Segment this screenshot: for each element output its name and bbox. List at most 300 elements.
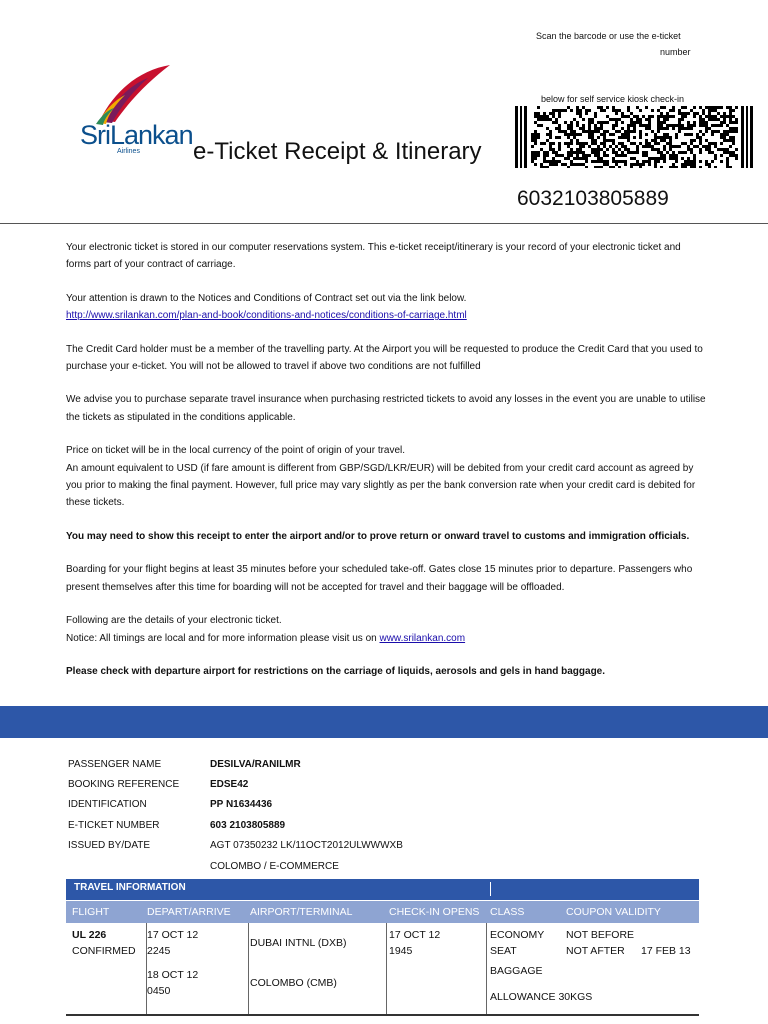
- barcode-module: [645, 127, 648, 130]
- barcode-module: [708, 127, 711, 130]
- barcode-module: [585, 157, 588, 160]
- barcode-module: [552, 160, 555, 163]
- barcode-module: [585, 154, 588, 157]
- barcode-module: [687, 121, 690, 124]
- barcode-module: [687, 112, 690, 115]
- barcode-module: [663, 148, 666, 151]
- barcode-module: [534, 133, 537, 136]
- barcode-module: [672, 151, 675, 154]
- barcode-module: [660, 121, 663, 124]
- barcode-module: [564, 109, 567, 112]
- barcode-module: [639, 118, 642, 121]
- barcode-module: [660, 124, 663, 127]
- conditions-link[interactable]: http://www.srilankan.com/plan-and-book/conditions-and-notices/conditions-of-carriage.html: [66, 310, 467, 322]
- barcode-module: [630, 112, 633, 115]
- barcode-module: [648, 124, 651, 127]
- barcode-module: [621, 154, 624, 157]
- barcode-module: [537, 154, 540, 157]
- barcode-module: [621, 151, 624, 154]
- barcode-module: [561, 154, 564, 157]
- barcode-module: [636, 121, 639, 124]
- barcode-module: [657, 160, 660, 163]
- notice-conditions: [66, 290, 706, 325]
- kiosk-instruction: below for self service kiosk check-in: [541, 94, 685, 104]
- barcode-module: [555, 136, 558, 139]
- barcode-module: [630, 157, 633, 160]
- barcode-module: [699, 130, 702, 133]
- flight-number: UL 226: [72, 929, 107, 941]
- barcode-module: [705, 121, 708, 124]
- barcode-module: [678, 145, 681, 148]
- ticket-number: 6032103805889: [517, 187, 669, 210]
- barcode-module: [615, 160, 618, 163]
- barcode-module: [567, 127, 570, 130]
- barcode-module: [630, 166, 633, 168]
- barcode-module: [597, 145, 600, 148]
- barcode-module: [534, 130, 537, 133]
- barcode-module: [588, 127, 591, 130]
- barcode-module: [675, 154, 678, 157]
- barcode-module: [579, 151, 582, 154]
- checkin-time: 1945: [389, 944, 413, 957]
- barcode-module: [633, 124, 636, 127]
- barcode-module: [576, 163, 579, 166]
- arrive-cell: [147, 968, 198, 999]
- barcode-module: [615, 121, 618, 124]
- barcode-module: [585, 130, 588, 133]
- barcode-module: [732, 130, 735, 133]
- barcode-module: [576, 157, 579, 160]
- barcode-module: [660, 127, 663, 130]
- barcode-module: [588, 130, 591, 133]
- website-link[interactable]: www.srilankan.com: [379, 632, 466, 644]
- barcode-module: [537, 118, 540, 121]
- barcode-module: [627, 133, 630, 136]
- barcode-module: [576, 112, 579, 115]
- barcode-module: [654, 166, 657, 168]
- barcode-module: [708, 142, 711, 145]
- barcode-module: [627, 136, 630, 139]
- barcode-module: [690, 142, 693, 145]
- barcode-module: [675, 133, 678, 136]
- barcode-module: [603, 142, 606, 145]
- barcode-module: [558, 124, 561, 127]
- barcode-module: [615, 109, 618, 112]
- barcode-module: [570, 160, 573, 163]
- barcode-module: [675, 136, 678, 139]
- barcode-module: [663, 115, 666, 118]
- barcode-module: [657, 118, 660, 121]
- barcode-module: [654, 148, 657, 151]
- barcode-module: [723, 121, 726, 124]
- barcode-module: [660, 166, 663, 168]
- barcode-module: [654, 163, 657, 166]
- barcode-module: [684, 163, 687, 166]
- barcode-module: [618, 109, 621, 112]
- barcode-module: [561, 163, 564, 166]
- barcode-module: [714, 115, 717, 118]
- barcode-module: [717, 124, 720, 127]
- barcode-module: [714, 106, 717, 109]
- barcode-module: [597, 106, 600, 109]
- barcode-module: [669, 157, 672, 160]
- barcode-module: [600, 133, 603, 136]
- barcode-module: [678, 124, 681, 127]
- barcode-module: [606, 121, 609, 124]
- barcode-module: [615, 112, 618, 115]
- barcode-module: [729, 154, 732, 157]
- barcode-module: [669, 124, 672, 127]
- barcode-module: [678, 151, 681, 154]
- barcode-module: [540, 166, 543, 168]
- barcode-module: [669, 166, 672, 168]
- barcode-module: [624, 145, 627, 148]
- barcode-module: [558, 130, 561, 133]
- barcode-module: [570, 109, 573, 112]
- barcode-module: [660, 139, 663, 142]
- barcode-module: [639, 163, 642, 166]
- barcode-module: [648, 127, 651, 130]
- barcode-module: [627, 124, 630, 127]
- barcode-module: [666, 115, 669, 118]
- barcode-module: [639, 166, 642, 168]
- barcode-module: [582, 151, 585, 154]
- barcode-module: [642, 163, 645, 166]
- barcode-module: [612, 142, 615, 145]
- header-divider: [0, 223, 768, 224]
- barcode-module: [663, 160, 666, 163]
- barcode-module: [726, 139, 729, 142]
- barcode-module: [720, 160, 723, 163]
- barcode-module: [576, 133, 579, 136]
- barcode-module: [573, 136, 576, 139]
- barcode-module: [561, 130, 564, 133]
- barcode-module: [705, 160, 708, 163]
- barcode-module: [687, 145, 690, 148]
- barcode-module: [603, 130, 606, 133]
- barcode-module: [576, 148, 579, 151]
- barcode-module: [585, 166, 588, 168]
- barcode-module: [684, 160, 687, 163]
- barcode-module: [732, 154, 735, 157]
- barcode-module: [657, 151, 660, 154]
- barcode-module: [732, 109, 735, 112]
- barcode-module: [570, 139, 573, 142]
- barcode-module: [657, 115, 660, 118]
- barcode-module: [663, 136, 666, 139]
- barcode-module: [702, 133, 705, 136]
- barcode-module: [660, 106, 663, 109]
- barcode-module: [690, 148, 693, 151]
- barcode-graphic: [515, 106, 753, 168]
- passenger-row: [68, 836, 403, 856]
- barcode-module: [594, 154, 597, 157]
- barcode-module: [546, 166, 549, 168]
- passenger-info: [68, 754, 403, 876]
- barcode-module: [669, 136, 672, 139]
- barcode-module: [555, 109, 558, 112]
- barcode-module: [582, 124, 585, 127]
- barcode-module: [705, 124, 708, 127]
- barcode-module: [708, 151, 711, 154]
- barcode-module: [636, 148, 639, 151]
- barcode-module: [591, 142, 594, 145]
- barcode-module: [681, 115, 684, 118]
- barcode-module: [699, 142, 702, 145]
- barcode-module: [645, 145, 648, 148]
- barcode-module: [690, 127, 693, 130]
- barcode-module: [726, 151, 729, 154]
- table-bottom-border: [66, 1014, 699, 1016]
- barcode-module: [624, 160, 627, 163]
- barcode-module: [612, 133, 615, 136]
- barcode-module: [633, 127, 636, 130]
- barcode-module: [576, 124, 579, 127]
- barcode-module: [690, 163, 693, 166]
- barcode-module: [657, 127, 660, 130]
- barcode-module: [564, 130, 567, 133]
- passenger-row: [68, 856, 403, 876]
- page-title: e-Ticket Receipt & Itinerary: [193, 138, 482, 165]
- barcode-module: [672, 154, 675, 157]
- barcode-module: [678, 130, 681, 133]
- barcode-module: [549, 142, 552, 145]
- barcode-module: [531, 145, 534, 148]
- barcode-module: [549, 160, 552, 163]
- barcode-module: [690, 109, 693, 112]
- barcode-module: [534, 163, 537, 166]
- barcode-module: [588, 109, 591, 112]
- barcode-module: [675, 124, 678, 127]
- barcode-module: [675, 145, 678, 148]
- barcode-module: [648, 115, 651, 118]
- barcode-module: [597, 157, 600, 160]
- barcode-module: [684, 112, 687, 115]
- barcode-module: [615, 124, 618, 127]
- col-checkin: CHECK-IN OPENS: [389, 906, 480, 918]
- barcode-module: [657, 121, 660, 124]
- barcode-module: [681, 127, 684, 130]
- barcode-module: [669, 148, 672, 151]
- barcode-module: [543, 160, 546, 163]
- barcode-module: [702, 118, 705, 121]
- barcode-module: [540, 115, 543, 118]
- barcode-module: [681, 142, 684, 145]
- barcode-module: [570, 151, 573, 154]
- barcode-module: [648, 157, 651, 160]
- barcode-module: [636, 145, 639, 148]
- barcode-module: [549, 130, 552, 133]
- barcode-module: [693, 115, 696, 118]
- passenger-value: 603 2103805889: [210, 819, 286, 831]
- header-separator: [490, 882, 491, 896]
- barcode-module: [591, 136, 594, 139]
- barcode-module: [546, 118, 549, 121]
- barcode-module: [693, 124, 696, 127]
- barcode-module: [549, 148, 552, 151]
- barcode-module: [693, 163, 696, 166]
- barcode-module: [732, 121, 735, 124]
- barcode-module: [627, 148, 630, 151]
- barcode-module: [702, 121, 705, 124]
- barcode-module: [612, 124, 615, 127]
- barcode-module: [531, 151, 534, 154]
- barcode-module: [549, 145, 552, 148]
- barcode-module: [663, 145, 666, 148]
- barcode-module: [729, 106, 732, 109]
- barcode-module: [570, 121, 573, 124]
- barcode-module: [555, 127, 558, 130]
- barcode-module: [663, 133, 666, 136]
- barcode-module: [636, 160, 639, 163]
- barcode-module: [729, 139, 732, 142]
- barcode-module: [714, 109, 717, 112]
- barcode-module: [672, 127, 675, 130]
- barcode-module: [564, 163, 567, 166]
- barcode-module: [648, 118, 651, 121]
- barcode-module: [705, 115, 708, 118]
- barcode-module: [711, 118, 714, 121]
- barcode-module: [582, 157, 585, 160]
- barcode-module: [672, 106, 675, 109]
- barcode-module: [687, 124, 690, 127]
- barcode-module: [612, 157, 615, 160]
- barcode-module: [705, 106, 708, 109]
- barcode-module: [723, 115, 726, 118]
- barcode-module: [627, 106, 630, 109]
- barcode-module: [585, 160, 588, 163]
- barcode-module: [576, 139, 579, 142]
- barcode-module: [627, 139, 630, 142]
- barcode-module: [657, 109, 660, 112]
- barcode-module: [720, 148, 723, 151]
- barcode-module: [720, 115, 723, 118]
- barcode-module: [549, 163, 552, 166]
- barcode-module: [729, 112, 732, 115]
- barcode-module: [726, 157, 729, 160]
- barcode-module: [576, 151, 579, 154]
- barcode-module: [705, 145, 708, 148]
- barcode-module: [624, 136, 627, 139]
- barcode-module: [690, 160, 693, 163]
- barcode-module: [564, 142, 567, 145]
- barcode-module: [570, 163, 573, 166]
- barcode-module: [714, 124, 717, 127]
- travel-info-heading: TRAVEL INFORMATION: [74, 882, 186, 893]
- barcode-module: [594, 166, 597, 168]
- barcode-module: [552, 112, 555, 115]
- barcode-module: [594, 142, 597, 145]
- barcode-module: [558, 112, 561, 115]
- barcode-module: [570, 154, 573, 157]
- barcode-module: [705, 139, 708, 142]
- barcode-module: [573, 133, 576, 136]
- barcode-module: [585, 142, 588, 145]
- barcode-module: [639, 130, 642, 133]
- passenger-row: [68, 754, 403, 774]
- barcode-module: [591, 133, 594, 136]
- barcode-module: [735, 154, 738, 157]
- barcode-module: [672, 109, 675, 112]
- barcode-module: [612, 148, 615, 151]
- barcode-module: [543, 115, 546, 118]
- barcode-module: [663, 121, 666, 124]
- barcode-module: [678, 109, 681, 112]
- barcode-module: [723, 118, 726, 121]
- barcode-module: [651, 130, 654, 133]
- barcode-module: [669, 109, 672, 112]
- barcode-module: [720, 124, 723, 127]
- barcode-module: [555, 118, 558, 121]
- barcode-module: [546, 127, 549, 130]
- arrive-time: 0450: [147, 984, 171, 997]
- barcode-module: [597, 151, 600, 154]
- barcode-module: [729, 109, 732, 112]
- barcode-module: [630, 163, 633, 166]
- barcode-module: [714, 130, 717, 133]
- barcode-module: [603, 109, 606, 112]
- barcode-module: [567, 124, 570, 127]
- col-depart-arrive: DEPART/ARRIVE: [147, 906, 231, 918]
- barcode-module: [540, 124, 543, 127]
- barcode-module: [573, 163, 576, 166]
- barcode-module: [621, 112, 624, 115]
- barcode-module: [699, 151, 702, 154]
- barcode-module: [726, 133, 729, 136]
- barcode-module: [648, 163, 651, 166]
- barcode-module: [588, 145, 591, 148]
- barcode-module: [693, 160, 696, 163]
- barcode-module: [711, 106, 714, 109]
- barcode-module: [543, 157, 546, 160]
- barcode-module: [534, 112, 537, 115]
- barcode-module: [588, 133, 591, 136]
- depart-time: 2245: [147, 944, 171, 957]
- barcode-module: [609, 133, 612, 136]
- barcode-module: [633, 163, 636, 166]
- barcode-module: [711, 142, 714, 145]
- barcode-module: [558, 127, 561, 130]
- barcode-module: [726, 148, 729, 151]
- barcode-module: [687, 133, 690, 136]
- passenger-value: AGT 07350232 LK/11OCT2012ULWWWXB: [210, 840, 403, 852]
- barcode-module: [546, 151, 549, 154]
- barcode-module: [645, 118, 648, 121]
- barcode-module: [681, 151, 684, 154]
- passenger-label: BOOKING REFERENCE: [68, 779, 180, 791]
- barcode-module: [693, 121, 696, 124]
- barcode-module: [690, 139, 693, 142]
- barcode-module: [708, 118, 711, 121]
- barcode-module: [558, 148, 561, 151]
- notice-boarding: Boarding for your flight begins at least 35 minutes before your scheduled take-off. Gates close 15 minutes prior to departure. Passengers who present themselves after this time for boarding will not be accepted for travel and their baggage will be offloaded.: [66, 564, 693, 593]
- barcode-module: [555, 160, 558, 163]
- barcode-module: [657, 130, 660, 133]
- barcode-module: [612, 109, 615, 112]
- barcode-module: [546, 154, 549, 157]
- barcode-module: [621, 115, 624, 118]
- barcode-module: [705, 148, 708, 151]
- barcode-module: [621, 133, 624, 136]
- barcode-module: [582, 163, 585, 166]
- barcode-module: [669, 142, 672, 145]
- barcode-module: [591, 139, 594, 142]
- barcode-module: [564, 133, 567, 136]
- class-cabin: ECONOMY: [490, 929, 545, 941]
- barcode-module: [639, 121, 642, 124]
- barcode-module: [726, 166, 729, 168]
- barcode-module: [693, 166, 696, 168]
